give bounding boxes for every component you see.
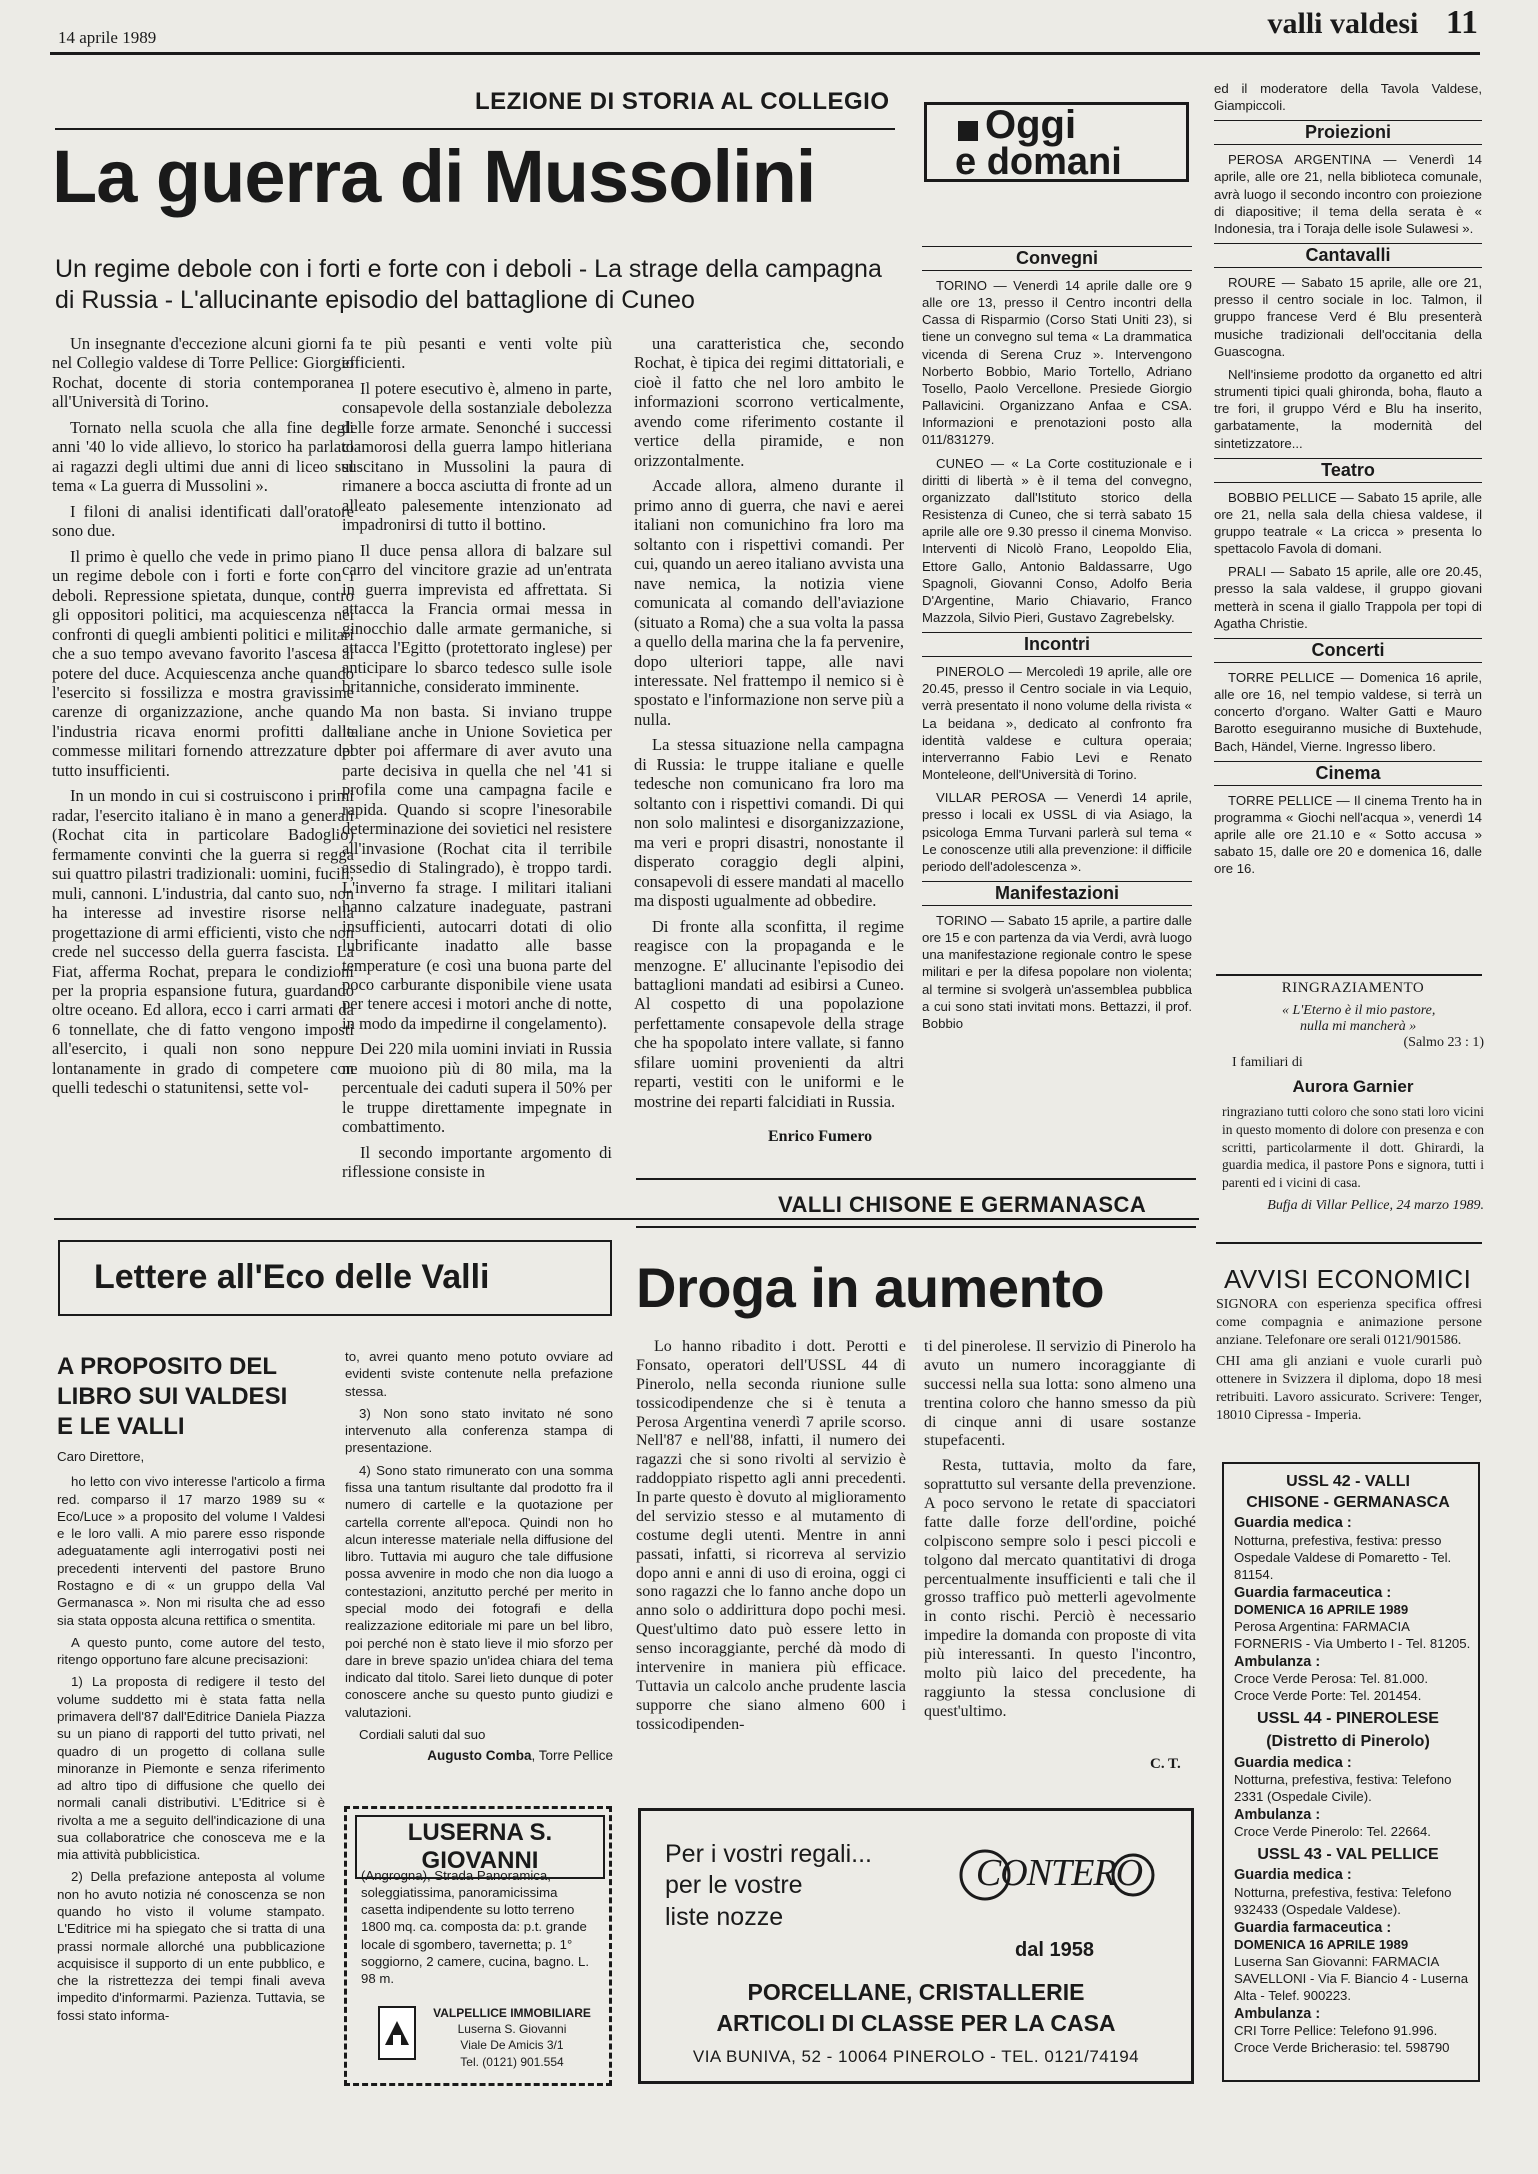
paragraph: Il duce pensa allora di balzare sul carro del vincitore grazie ad un'entrata in guerra imprevista ed affrettata. Si attacca la Francia ormai messa in ginocchio dalle armate germaniche, si attacca l'Egitto (protettorato inglese) per anticipare lo sbarco tedesco sulle isole britanniche, considerato imminente. [342,540,612,696]
agency-addr: Luserna S. Giovanni [457,2022,567,2037]
droga-kicker: VALLI CHISONE E GERMANASCA [778,1192,1147,1217]
paragraph: In un mondo in cui si costruiscono i primi radar, l'esercito italiano è in mano a generali (Rochat cita in particolare Badoglio) fermamente convinti che la guerra si regga sui quattro pilastri tradizionali: uomini, fucili, muli, cannoni. L'industria, dal canto suo, non ha interesse ad investire risorse nella progettazione di armi efficienti, visto che non crede nel successo della guerra fascista. La Fiat, afferma Rochat, prepara le condizioni per la propria espansione futura, guardando oltre oceano. Ed allora, ecco i carri armati da 6 tonnellate, che di fatto vengono imposti all'esercito, i quali non sono neppure lontanamente in grado di competere con quelli tedeschi o statunitensi, sette vol- [52,786,354,1098]
oggi-column [922,240,1192,1140]
letter-paragraph: Cordiali saluti dal suo [359,1726,486,1742]
ussl-lines [1224,1514,1472,2057]
letter-salute: Caro Direttore, [57,1449,145,1464]
letter-col-1 [57,1448,325,2088]
paragraph: Lo hanno ribadito i dott. Perotti e Fonsato, operatori dell'USSL 44 di Pinerolo, nella seconda riunione sulle tossicodipendenze che si è tenuta a Perosa Argentina venerdì 7 aprile scorso. Nell'87 e nell'88, infatti, il numero dei ragazzi che si sono rivolti al servizio è raddoppiato rispetto agli anni precedenti. In parte questo è dovuto al miglioramento del servizio stesso e al mutamento di costume degli utenti. Mentre in anni passati, infatti, si ricorreva al servizio dopo anni e anni di uso di eroina, oggi ci sono ragazzi che lo fanno anche dopo un anno solo o addirittura dopo pochi mesi. Quest'ultimo dato può essere letto in senso incoraggiante, perché dà modo di intervenire in maniera più efficace. Tuttavia un calcolo anche prudente lascia supporre che siano almeno 600 i tossicodipenden- [636,1338,906,1733]
classified-ad: CHI ama gli anziani e vuole curarli può ottenere in Svizzera il diploma, dopo 18 mesi retribuiti. Lavoro assicurato. Scrivere: Tenger, 18010 Cipressa - Imperia. [1216,1353,1482,1424]
event-item: PINEROLO — Mercoledì 19 aprile, alle ore 20.45, presso il Centro sociale in via Lequio, verrà presentato il nono volume della rivista « La beidana », dedicato al confronto fra identità valdese e cultura operaia; interverranno Fabio Levi e Renato Monteleone, dell'Università di Torino. [922,664,1192,783]
oggi-title: Oggi [985,103,1077,147]
contero-line: liste nozze [665,1902,784,1931]
oggi-title-2: e domani [955,141,1122,183]
letter-paragraph: 1) La proposta di redigere il testo del volume suddetto mi è stata fatta nella primavera dell'87 dall'Editrice Daniela Piazza su un piano di rapporti del tutto privati, nel quadro di un progetto di collana sulle minoranze in Piemonte e senza riferimento ad altro tipo di diffusione che quello dei normali canali distributivi. L'Editrice si è rivolta a me a seguito dell'indicazione di una sua collaboratrice che conosceva me e la mia attività pubblicistica. [57,1674,325,1863]
contero-lines [665,1839,872,1933]
page-date: 14 aprile 1989 [58,28,157,47]
article-kicker: LEZIONE DI STORIA AL COLLEGIO [475,88,890,115]
section-heading: Concerti [1214,638,1482,663]
contero-since: dal 1958 [1015,1939,1094,1961]
paragraph: Un insegnante d'eccezione alcuni giorni fa nel Collegio valdese di Torre Pellice: Giorgio Rochat, docente di storia contemporanea all'Università di Torino. [52,334,354,412]
article-col-3 [634,334,904,1134]
paragraph: Tornato nella scuola che alla fine degli anni '40 lo vide allievo, lo storico ha parlato ai ragazzi degli ultimi due anni di liceo sul tema « La guerra di Mussolini ». [52,417,354,496]
lettere-banner-text: Lettere all'Eco delle Valli [94,1258,490,1296]
right-column [1214,80,1482,980]
section-rule [54,1218,1199,1220]
ussl-info: Croce Verde Bricherasio: tel. 598790 [1234,2040,1450,2056]
paragraph: Resta, tuttavia, molto da fare, soprattutto sul versante della prevenzione. A poco servono le retate di spacciatori fatte dalle forze dell'ordine, poiché colpiscono sempre solo i pesci piccoli e tolgono dal mercato quantitativi di droga percentualmente insufficienti e tali che il grosso traffico può metterli agevolmente in conto rischi. Perciò è necessario impedire la domanda con proposte di vita più interessanti. In questo l'incontro, molto più laico del precedente, ha raggiunto la stessa conclusione di quest'ultimo. [924,1457,1196,1720]
contero-tag-line: PORCELLANE, CRISTALLERIE [747,1979,1085,2005]
ussl-heading: (Distretto di Pinerolo) [1266,1733,1430,1751]
letter-title: A PROPOSITO DEL LIBRO SUI VALDESI E LE VALLI [57,1353,288,1440]
ussl-label: Ambulanza : [1234,2005,1321,2022]
article-col-2 [342,334,612,1204]
paragraph: La stessa situazione nella campagna di Russia: le truppe italiane e quelle tedesche non comunicano fra loro ma soltanto con i rispettivi comandi. Di qui non solo malintesi e disorganizzazione, ma veri e propri disastri, nonostante il disperato coraggio degli alpini, consapevoli di essere mandati al macello ma disposti ugualmente ad obbedire. [634,735,904,911]
event-item: PEROSA ARGENTINA — Venerdì 14 aprile, alle ore 21, nella biblioteca comunale, avrà luogo il secondo incontro con proiezione di diapositive; il tema della serata è « Indonesia, tra i Toraja delle isole Sulawesi ». [1214,152,1482,236]
section-heading: Cantavalli [1214,243,1482,268]
ussl-info: Notturna, prefestiva, festiva: Telefono 932433 (Ospedale Valdese). [1234,1885,1452,1917]
paragraph: Il primo è quello che vede in primo piano un regime debole con i forti e forte con i deboli. Repressione spietata, dunque, contro gli oppositori politici, ma acquiescenza nei confronti di quegli ambienti politici e militari che a suo tempo avevano favorito l'ascesa al potere del duce. Acquiescenza anche quando l'esercito si fossilizza e mostra gravissime carenze di organizzazione, anche quando l'industria ricava enormi profitti dalle commesse militari fornendo attrezzature del tutto insufficienti. [52,546,354,780]
ussl-label: Guardia medica : [1234,1754,1352,1771]
agency-addr: Viale De Amicis 3/1 [460,2038,564,2053]
article-subtitle: Un regime debole con i forti e forte con i deboli - La strage della campagna di Russia - L'allucinante episodio del battaglione di Cuneo [55,255,882,315]
ussl-info: Luserna San Giovanni: FARMACIA SAVELLONI - Via F. Biancio 4 - Luserna Alta - Telef. 900223. [1234,1954,1469,2004]
ussl-info: Notturna, prefestiva, festiva: Telefono 2331 (Ospedale Civile). [1234,1772,1452,1804]
section-heading: Manifestazioni [922,881,1192,906]
deceased-name: Aurora Garnier [1292,1077,1414,1096]
kicker-rule [55,128,895,130]
event-item: TORRE PELLICE — Domenica 16 aprile, alle ore 16, nel tempio valdese, si terrà un concerto d'organo. Walter Gatti e Mauro Barotto eseguiranno musiche di Buxtehude, Bach, Händel, Vierne. Ingresso libero. [1214,669,1482,754]
ussl-label: Ambulanza : [1234,1806,1321,1823]
section-heading: Incontri [922,632,1192,657]
avvisi-title: AVVISI ECONOMICI [1224,1264,1472,1294]
ringraziamento-heading: RINGRAZIAMENTO [1281,980,1425,996]
article-col-1 [52,334,354,1204]
ussl-info: Croce Verde Perosa: Tel. 81.000. [1234,1671,1429,1687]
letter-col-2 [345,1348,613,1764]
droga-kicker-rule [636,1226,1196,1228]
ussl-info: Notturna, prefestiva, festiva: presso Ospedale Valdese di Pomaretto - Tel. 81154. [1234,1532,1452,1582]
ussl-info: Croce Verde Pinerolo: Tel. 22664. [1234,1824,1431,1840]
quote-line: nulla mi mancherà » [1300,1019,1417,1034]
ussl-date: DOMENICA 16 APRILE 1989 [1234,1602,1409,1618]
article-author: Enrico Fumero [768,1128,873,1145]
section-heading: Cinema [1214,761,1482,786]
droga-top-rule [636,1178,1196,1180]
letter-paragraph: 2) Della prefazione anteposta al volume non ho avuto notizia né conoscenza se non quando ho visto il volume stampato. L'Editrice mi ha spiegato che si tratta di una prassi normale allorché una pubblicazione acquisisce il supporto di un ente pubblico, e che la ristrettezza dei tempi finali aveva impedito d'informarmi. Pazienza. Tuttavia, se fossi stato informa- [57,1869,325,2023]
continuation-text: ed il moderatore della Tavola Valdese, Giampiccoli. [1214,81,1482,114]
ussl-label: Guardia medica : [1234,1515,1352,1532]
contero-line: per le vostre [665,1871,803,1900]
paragraph: Accade allora, almeno durante il primo anno di guerra, che navi e aerei italiani non comunichino fra loro ma soltanto con i rispettivi comandi. Per cui, quando un aereo italiano avvista una nave nemica, la notizia viene comunicata al comando dell'aviazione (situato a Roma) che a sua volta la passa a quello della marina che la fa pervenire, dopo ulteriori tappe, alle navi interessate. Nel frattempo il nemico si è spostato e l'informazione non serve più a nulla. [634,476,904,729]
ussl-heading: USSL 44 - PINEROLESE [1257,1710,1439,1728]
paper-name: valli valdesi [1267,7,1419,40]
letter-paragraph: A questo punto, come autore del testo, ritengo opportuno fare alcune precisazioni: [57,1634,325,1668]
ringraziamento-body: ringraziano tutti coloro che sono stati loro vicini in questo momento di dolore con presenza e con scritti, particolarmente il dott. Ghirardi, la guardia medica, il pastore Pons e signora, tutti i parenti ed i vicini di casa. [1222,1104,1484,1191]
letter-paragraph: 4) Sono stato rimunerato con una somma fissa una tantum risultante dal prodotto fra il numero di cartelle e la quotazione per cartella corrente all'epoca. Quindi non ho alcun interesse materiale nella diffusione del libro. Tuttavia mi auguro che tale diffusione possa avvenire in modo che non dia luogo a contestazioni, anzitutto perché per merito in special modo dei fotografi e della realizzazione editoriale mi pare un bel libro, poi perché non è stato lieve il mio sforzo per dare in breve spazio un'idea chiara del tema indicato dal titolo. Sarei lieto dunque di poter conoscere anche su questo punto giudizi e valutazioni. [345,1462,613,1720]
masthead [1268,4,1478,42]
quote-ref: (Salmo 23 : 1) [1403,1035,1484,1050]
square-icon [958,121,978,141]
letter-place: , Torre Pellice [531,1748,613,1764]
ussl-date: DOMENICA 16 APRILE 1989 [1234,1937,1409,1953]
ringraziamento-bottom-rule [1216,1242,1482,1244]
event-item: PRALI — Sabato 15 aprile, alle ore 20.45, presso la sala valdese, il gruppo giovani metterà in scena il giallo Trappola per topi di Agatha Christie. [1214,564,1482,631]
letter-signature [345,1748,613,1763]
agency-name: VALPELLICE IMMOBILIARE [433,2006,591,2020]
luserna-agency [419,2005,605,2070]
contero-line: Per i vostri regali... [665,1840,873,1868]
ussl-heading: CHISONE - GERMANASCA [1246,1494,1450,1512]
paragraph: Dei 220 mila uomini inviati in Russia ne muoiono più di 80 mila, ma la percentuale dei caduti supera il 50% per le truppe direttamente impegnate in combattimento. [342,1039,612,1137]
contero-tag-line: ARTICOLI DI CLASSE PER LA CASA [716,2010,1116,2037]
section-heading: Proiezioni [1214,120,1482,145]
ussl-label: Ambulanza : [1234,1653,1321,1670]
paragraph: Di fronte alla sconfitta, il regime reagisce con la propaganda e le menzogne. E' allucinante l'episodio dei battaglioni mandati ad esibirsi a Cuneo. Al cospetto di una popolazione perfettamente consapevole della strage che ha spopolato intere vallate, si fanno sfilare uomini provenienti da altri reparti, vestiti con le uniformi e le mostrine dei reparti falcidiati in Russia. [634,916,904,1111]
lettere-banner [58,1240,612,1316]
event-item: Nell'insieme prodotto da organetto ed altri strumenti tipici quali ghironda, boha, flauto a tre fori, il gruppo Vérd e Blu ha inserito, garbatamente, la modernità del sintetizzatore... [1214,366,1482,451]
paragraph: Il potere esecutivo è, almeno in parte, consapevole della sostanziale debolezza delle forze armate. Senonché i successi clamorosi della guerra lampo hitleriana suscitano in Mussolini la paura di rimanere a bocca asciutta di fronte ad un alleato palesemente intenzionato ad impadronirsi di tutto il bottino. [342,378,612,535]
ussl-info: CRI Torre Pellice: Telefono 91.996. [1234,2023,1438,2039]
family-line: I familiari di [1232,1055,1303,1070]
droga-col-1 [636,1338,906,1768]
event-item: TORINO — Sabato 15 aprile, a partire dalle ore 15 e con partenza da via Verdi, avrà luogo una manifestazione regionale contro le spese militari e per la difesa popolare non violenta; al termine si svolgerà un'assemblea pubblica a cui sono stati invitati mons. Bettazzi, il prof. Bobbio [922,913,1192,1031]
article-title: La guerra di Mussolini [52,135,816,218]
classified-ad: SIGNORA con esperienza specifica offresi come compagnia e animazione persone anziane. Telefonare ore serali 0121/901586. [1216,1297,1482,1349]
house-logo-icon [377,2005,417,2061]
letter-paragraph: ho letto con vivo interesse l'articolo a firma red. comparso il 17 marzo 1989 su « Eco/Luce » a proposito del volume I Valdesi e le loro valli. A mio parere esso risponde adeguatamente agli interrogativi posti nei precedenti interventi del pastore Bruno Rostagno e di « un gruppo della Val Germanasca ». Non mi risulta che ad esso sia stata opposta alcuna rettifica o smentita. [57,1474,325,1628]
ringraziamento [1222,980,1484,1240]
page-number: 11 [1445,4,1478,41]
contero-address: VIA BUNIVA, 52 - 10064 PINEROLO - TEL. 0121/74194 [692,2047,1140,2066]
ussl-info: Croce Verde Porte: Tel. 201454. [1234,1688,1422,1704]
droga-author: C. T. [1150,1756,1181,1772]
luserna-ad-body: (Angrogna), Strada Panoramica, soleggiatissima, panoramicissima casetta indipendente su lotto terreno 1800 mq. ca. composta da: p.t. grande locale di sgombero, tavernetta; p. 1° soggiorno, 2 camere, cucina, bagno. L. 98 m. [361,1868,589,1986]
ussl-info: Perosa Argentina: FARMACIA FORNERIS - Via Umberto I - Tel. 81205. [1234,1619,1471,1651]
section-heading: Teatro [1214,458,1482,483]
luserna-ad [344,1806,612,2086]
ringraziamento-sign: Bufja di Villar Pellice, 24 marzo 1989. [1267,1198,1484,1214]
contero-tagline [641,1977,1191,2039]
event-item: VILLAR PEROSA — Venerdì 14 aprile, presso i locali ex USSL di via Asiago, la psicologa Emma Turvani parlerà sul tema « Le conoscenze utili alla prevenzione: il difficile periodo dell'adolescenza ». [922,790,1192,874]
contero-ad [638,1808,1194,2084]
header-rule [50,52,1480,55]
contero-brand: CONTERO [975,1852,1143,1894]
avvisi-list [1216,1296,1482,1446]
ussl-heading: USSL 43 - VAL PELLICE [1257,1846,1439,1864]
agency-tel: Tel. (0121) 901.554 [460,2054,564,2069]
paragraph: Ma non basta. Si inviano truppe italiane anche in Unione Sovietica per poter poi affermare di aver avuto una parte decisiva in quella che nel '41 si profila come una campagna facile e rapida. Quando si scopre l'inesorabile determinazione dei sovietici nel resistere all'invasione (Rochat cita il terribile assedio di Stalingrado), è troppo tardi. L'inverno fa strage. I militari italiani hanno calzature inadeguate, pastrani insufficienti, autocarri dotati di olio lubrificante inadatto alle basse temperature (e così una buona parte del poco carburante disponibile viene usata per tenere accesi i motori anche di notte, in modo da impedirne il congelamento). [342,702,612,1033]
section-heading: Convegni [922,246,1192,271]
paragraph: Il secondo importante argomento di riflessione consiste in [342,1142,612,1182]
paragraph: una caratteristica che, secondo Rochat, è tipica dei regimi dittatoriali, e cioè il fatto che nel loro ambito le informazioni scorrono verticalmente, avendo come riferimento costante il vertice della piramide, e non orizzontalmente. [634,334,904,470]
quote-line: « L'Eterno è il mio pastore, [1282,1003,1436,1018]
luserna-ad-title: LUSERNA S. GIOVANNI [355,1815,605,1879]
ussl-heading: USSL 42 - VALLI [1286,1473,1410,1490]
ussl-label: Guardia farmaceutica : [1234,1584,1392,1601]
droga-title: Droga in aumento [636,1256,1105,1319]
droga-col-2 [924,1338,1196,1758]
ussl-label: Guardia farmaceutica : [1234,1919,1392,1936]
letter-paragraph: 3) Non sono stato invitato né sono intervenuto alla conferenza stampa di presentazione. [345,1405,613,1456]
event-item: ROURE — Sabato 15 aprile, alle ore 21, presso il centro sociale in loc. Talmon, il gruppo francese Verd é Blu presenterà musiche tradizionali dell'occitania della Guascogna. [1214,275,1482,359]
event-item: CUNEO — « La Corte costituzionale e i diritti di libertà » è il tema del convegno, organizzato dall'Istituto storico della Resistenza di Cuneo, che si terrà sabato 15 aprile alle ore 9.30 presso il cinema Monviso. Interventi di Nicolò Frano, Leopoldo Elia, Ettore Gallo, Antonio Baldassarre, Ugo Spagnoli, Giovanni Conso, Adolfo Beria D'Argentine, Mario Chiavario, Franco Mazzola, Silvio Pieri, Gustavo Zagrebelsky. [922,455,1192,625]
ussl-label: Guardia medica : [1234,1867,1352,1884]
event-item: TORRE PELLICE — Il cinema Trento ha in programma « Giochi nell'acqua », venerdì 14 aprile alle ore 21.10 e « Sotto accusa » sabato 15, dalle ore 20 e domenica 16, dalle ore 16. [1214,792,1482,877]
paragraph: I filoni di analisi identificati dall'oratore sono due. [52,501,354,541]
paragraph: ti del pinerolese. Il servizio di Pinerolo ha avuto un numero incoraggiante di successi nella sua lotta: sono almeno una trentina coloro che hanno smesso da più di cinque anni di usare sostanze stupefacenti. [924,1338,1196,1450]
ringraziamento-rule [1216,974,1482,976]
event-item: BOBBIO PELLICE — Sabato 15 aprile, alle ore 21, nella sala della chiesa valdese, il gruppo teatrale « La cricca » presenta lo spettacolo Favola di domani. [1214,489,1482,557]
letter-paragraph: to, avrei quanto meno potuto ovviare ad evidenti sviste contenute nella prefazione stessa. [345,1349,613,1399]
ussl-box [1222,1462,1480,2082]
contero-logo [959,1845,1159,1905]
letter-author: Augusto Comba [427,1748,532,1764]
paragraph: te più pesanti e venti volte più efficienti. [342,334,612,373]
oggi-domani-box [924,102,1189,182]
event-item: TORINO — Venerdì 14 aprile dalle ore 9 alle ore 13, presso il Centro incontri della Cassa di Risparmio (Corso Stati Uniti 23), si tiene un convegno sul tema « La drammatica vicenda di Serena Cruz ». Intervengono Norberto Bobbio, Mario Tortello, Adriano Tosello, Paolo Vercellone. Presiede Giorgio Pallavicini. Organizzano Anfaa e CSA. Informazioni e prenotazioni posto alla 011/831279. [922,278,1192,448]
